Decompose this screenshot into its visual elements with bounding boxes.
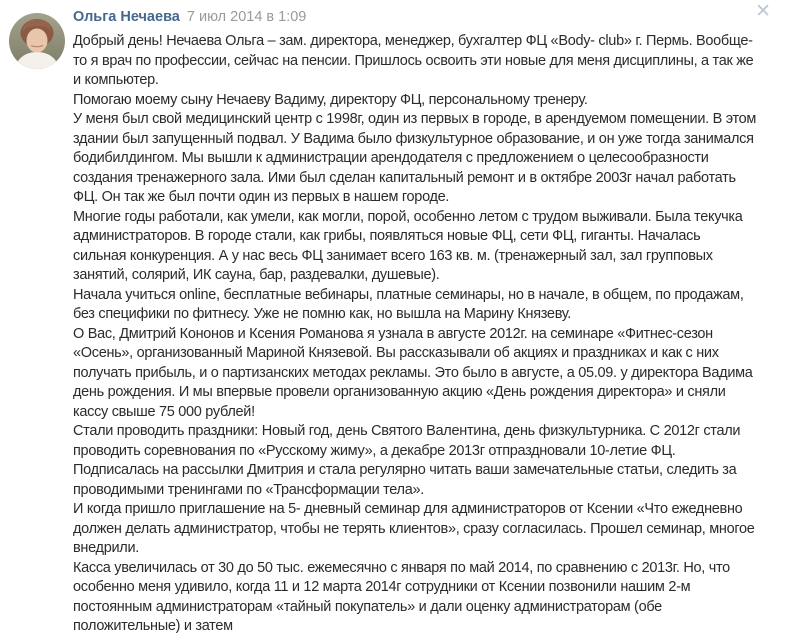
post-paragraph: И когда пришло приглашение на 5- дневный семинар для администраторов от Ксении «Что ежедневно должен делать администратор, чтобы не терять клиентов», сразу согласилась. Прошел семинар, многое внедрили. (73, 501, 755, 556)
post-date: 7 июл 2014 в 1:09 (186, 9, 307, 25)
post-paragraph: Добрый день! Нечаева Ольга – зам. директора, менеджер, бухгалтер ФЦ «Body- club» г. Пермь. Вообще-то я врач по профессии, сейчас на пенсии. Пришлось освоить эти новые для меня дисциплины, а так же и компьютер. (73, 33, 754, 88)
post-body (73, 32, 757, 637)
post-paragraph: Подписалась на рассылки Дмитрия и стала регулярно читать ваши замечательные статьи, следить за проводимыми тренингами по «Трансформации тела». (73, 462, 737, 498)
post-content (73, 8, 757, 637)
post-paragraph: Стали проводить праздники: Новый год, день Святого Валентина, день физкультурника. С 2012г стали проводить соревнования по «Русскому жиму», а декабре 2013г отпраздновали 10-летие ФЦ. (73, 423, 741, 459)
post-header (73, 8, 757, 27)
avatar[interactable] (9, 13, 65, 69)
post-paragraph: Касса увеличилась от 30 до 50 тыс. ежемесячно с января по май 2014, по сравнению с 2013г. Но, что особенно меня удивило, когда 11 и 12 марта 2014г сотрудники от Ксении позвонили нашим 2-м постоянным администраторам «тайный покупатель» и дали оценку администраторам (обе положительные) и затем (73, 559, 730, 634)
post-paragraph: Многие годы работали, как умели, как могли, порой, особенно летом с трудом выживали. Была текучка администраторов. В городе стали, как грибы, появляться новые ФЦ, сети ФЦ, гиганты. Началась сильная конкуренция. А у нас весь ФЦ занимает всего 163 кв. м. (тренажерный зал, зал групповых занятий, солярий, ИК сауна, бар, раздевалки, душевые). (73, 208, 743, 283)
avatar-image (9, 13, 65, 69)
post-paragraph: У меня был свой медицинский центр с 1998г, один из первых в городе, в арендуемом помещении. В этом здании был запущенный подвал. У Вадима было физкультурное образование, и он уже тогда занимался бодибилдингом. Мы вышли к администрации арендодателя с предложением о целесообразности создания тренажерного зала. Ими был сделан капитальный ремонт и в октябре 2003г начал работать ФЦ. Он так же был почти один из первых в нашем городе. (73, 111, 757, 205)
post-paragraph: Начала учиться online, бесплатные вебинары, платные семинары, но в начале, в общем, по продажам, без специфики по фитнесу. Уже не помню как, но вышла на Марину Князеву. (73, 286, 744, 322)
post-paragraph: Помогаю моему сыну Нечаеву Вадиму, директору ФЦ, персональному тренеру. (73, 91, 588, 108)
post-paragraph: О Вас, Дмитрий Кононов и Ксения Романова я узнала в августе 2012г. на семинаре «Фитнес-сезон «Осень», организованный Мариной Князевой. Вы рассказывали об акциях и праздниках и как с них получать прибыль, и о партизанских методах рекламы. Это было в августе, а 05.09. у директора Вадима день рождения. И мы впервые провели организованную акцию «День рождения директора» и сняли кассу свыше 75 000 рублей! (73, 325, 753, 420)
close-icon[interactable]: ✕ (755, 1, 771, 22)
author-link[interactable]: Ольга Нечаева (73, 9, 180, 25)
